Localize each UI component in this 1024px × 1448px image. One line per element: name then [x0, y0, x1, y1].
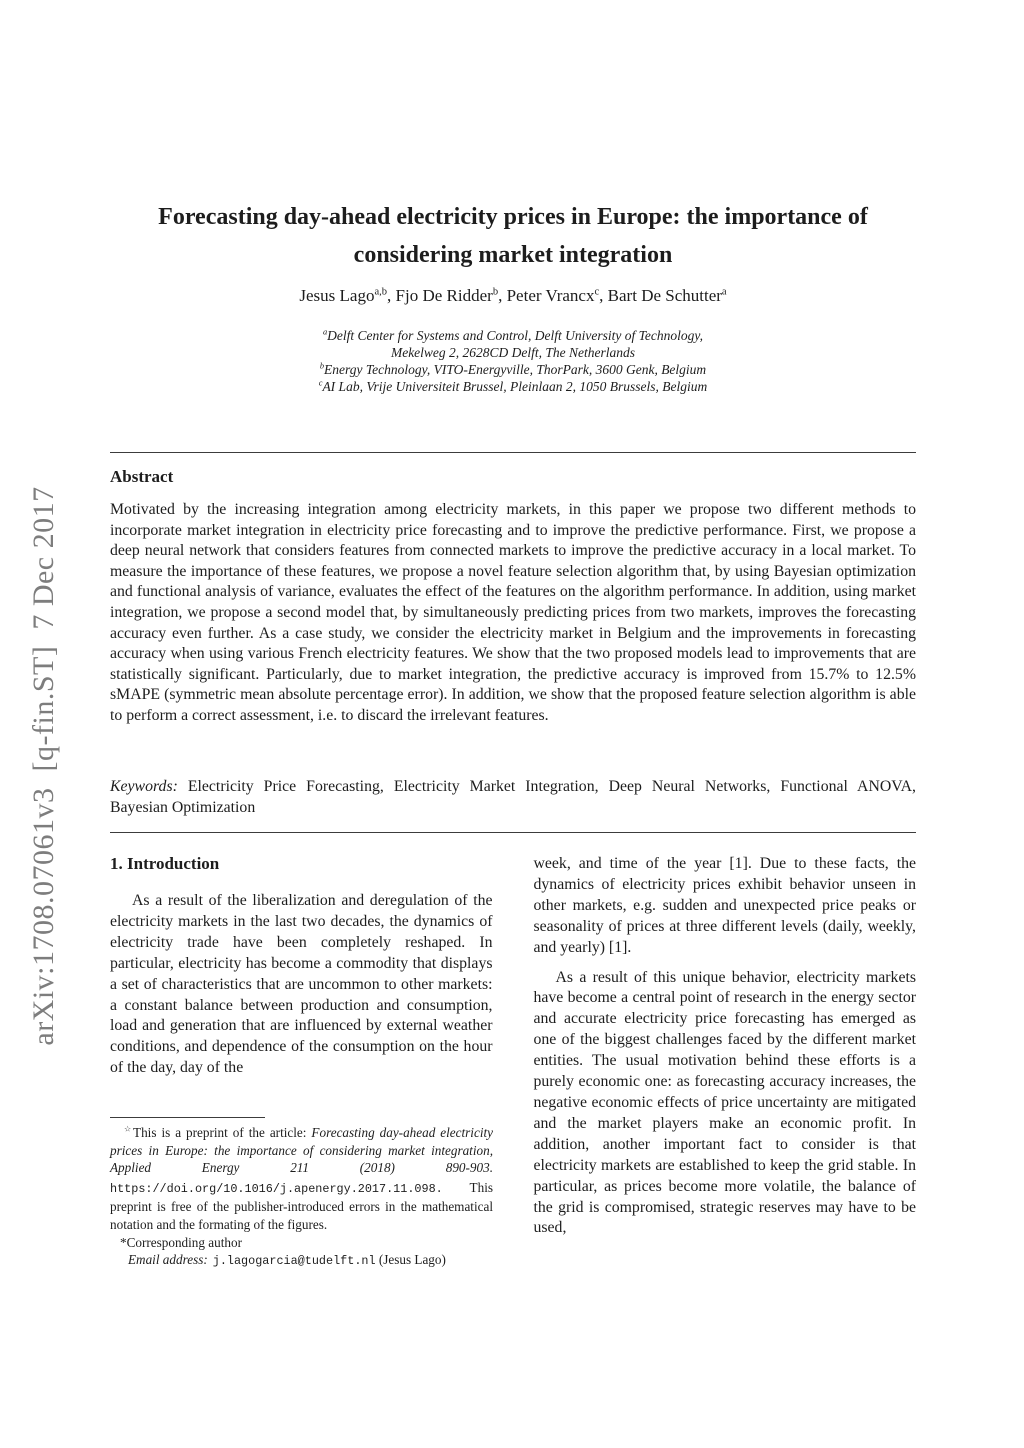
section-heading-introduction: 1. Introduction — [110, 854, 220, 873]
corresponding-author-marker: * — [120, 1234, 127, 1250]
email-address: j.lagogarcia@tudelft.nl — [212, 1254, 376, 1269]
footnote-paragraph: ☆This is a preprint of the article: Forecasting day-ahead electricity prices in Europe: the importance of considering market integration, Applied Energy 211 (2018) 890-903. https://doi.org/10.1016/j.apenergy.2017.11.098. This preprint is free of the publisher-introduced errors in the mathematical notation and the formating of the figures. — [110, 1124, 493, 1232]
paper-title-line: considering market integration — [353, 242, 673, 268]
footnote-rule — [110, 1117, 265, 1118]
email-suffix: (Jesus Lago) — [375, 1252, 446, 1268]
affiliation-line: $^c$AI Lab, Vrije Universiteit Brussel, Pleinlaan 2, 1050 Brussels, Belgium — [318, 378, 708, 394]
email-line — [110, 1251, 493, 1271]
paper-title-line: Forecasting day-ahead electricity prices in Europe: the importance of — [158, 204, 868, 230]
affiliation-line: $^a$Delft Center for Systems and Control, Delft University of Technology, — [322, 327, 704, 343]
arxiv-sidebar-banner: arXiv:1708.07061v3 [q-fin.ST] 7 Dec 2017 — [27, 486, 60, 1046]
intro-paragraph-right-2: As a result of this unique behavior, electricity markets have become a central point of research in the energy sector and accurate electricity price forecasting has emerged as one of the biggest challenges faced by the different market entities. The usual motivation behind these efforts is a purely economic one: as forecasting accuracy increases, the negative economic effects of price uncertainty are mitigated and the market players make an economic profit. In addition, another important fact to consider is that electricity markets are established to keep the grid stable. In particular, as prices become more volatile, the balance of the grid is compromised, strategic reserves may have to be used, — [533, 968, 916, 1237]
author-line: Jesus Lago$^{a,b}$, Fjo De Ridder$^b$, Peter Vrancx$^c$, Bart De Schutter$^a$ — [299, 286, 727, 305]
affiliation-line: Mekelweg 2, 2628CD Delft, The Netherlands — [390, 345, 636, 360]
keywords-label: Keywords: — [110, 778, 178, 795]
paper-title — [110, 198, 916, 274]
corresponding-author-line — [110, 1234, 493, 1252]
divider-above-abstract — [110, 452, 916, 453]
affiliation-line: $^b$Energy Technology, VITO-Energyville, ThorPark, 3600 Genk, Belgium — [319, 361, 707, 377]
footnote-block — [110, 1117, 493, 1271]
keywords-line — [110, 777, 916, 818]
corresponding-author-text: Corresponding author — [126, 1234, 242, 1250]
abstract-heading: Abstract — [110, 467, 174, 486]
keywords-text: Electricity Price Forecasting, Electricity Market Integration, Deep Neural Networks, Functional ANOVA, Bayesian Optimization — [110, 778, 916, 816]
intro-paragraph-right-1: week, and time of the year [1]. Due to these facts, the dynamics of electricity prices exhibit behavior unseen in other markets, e.g. sudden and unexpected price peaks or seasonality of prices at three different levels (daily, weekly, and yearly) [1]. — [533, 855, 916, 956]
affiliations — [110, 327, 916, 395]
right-column — [534, 854, 917, 1239]
divider-below-keywords — [110, 832, 916, 833]
email-label: Email address: — [128, 1252, 208, 1268]
abstract-text: Motivated by the increasing integration among electricity markets, in this paper we propose two different methods to incorporate market integration in electricity price forecasting and to improve the predictive performance. First, we propose a deep neural network that considers features from connected markets to improve the predictive accuracy in a local market. To measure the importance of these features, we propose a novel feature selection algorithm that, by using Bayesian optimization and functional analysis of variance, evaluates the effect of the features on the algorithm performance. In addition, using market integration, we propose a second model that, by simultaneously predicting prices from two markets, improves the forecasting accuracy even further. As a case study, we consider the electricity market in Belgium and the improvements in forecasting accuracy when using various French electricity features. We show that the two proposed models lead to improvements that are statistically significant. Particularly, due to market integration, the predictive accuracy is improved from 15.7% to 12.5% sMAPE (symmetric mean absolute percentage error). In addition, we show that the proposed feature selection algorithm is able to perform a correct assessment, i.e. to discard the irrelevant features. — [110, 501, 916, 724]
intro-paragraph-left: As a result of the liberalization and deregulation of the electricity markets in the last two decades, the dynamics of electricity trade have been completely reshaped. In particular, electricity has become a commodity that displays a set of characteristics that are uncommon to other markets: a constant balance between production and consumption, load and generation that are influenced by external weather conditions, and dependence of the consumption on the hour of the day, day of the — [110, 892, 493, 1077]
